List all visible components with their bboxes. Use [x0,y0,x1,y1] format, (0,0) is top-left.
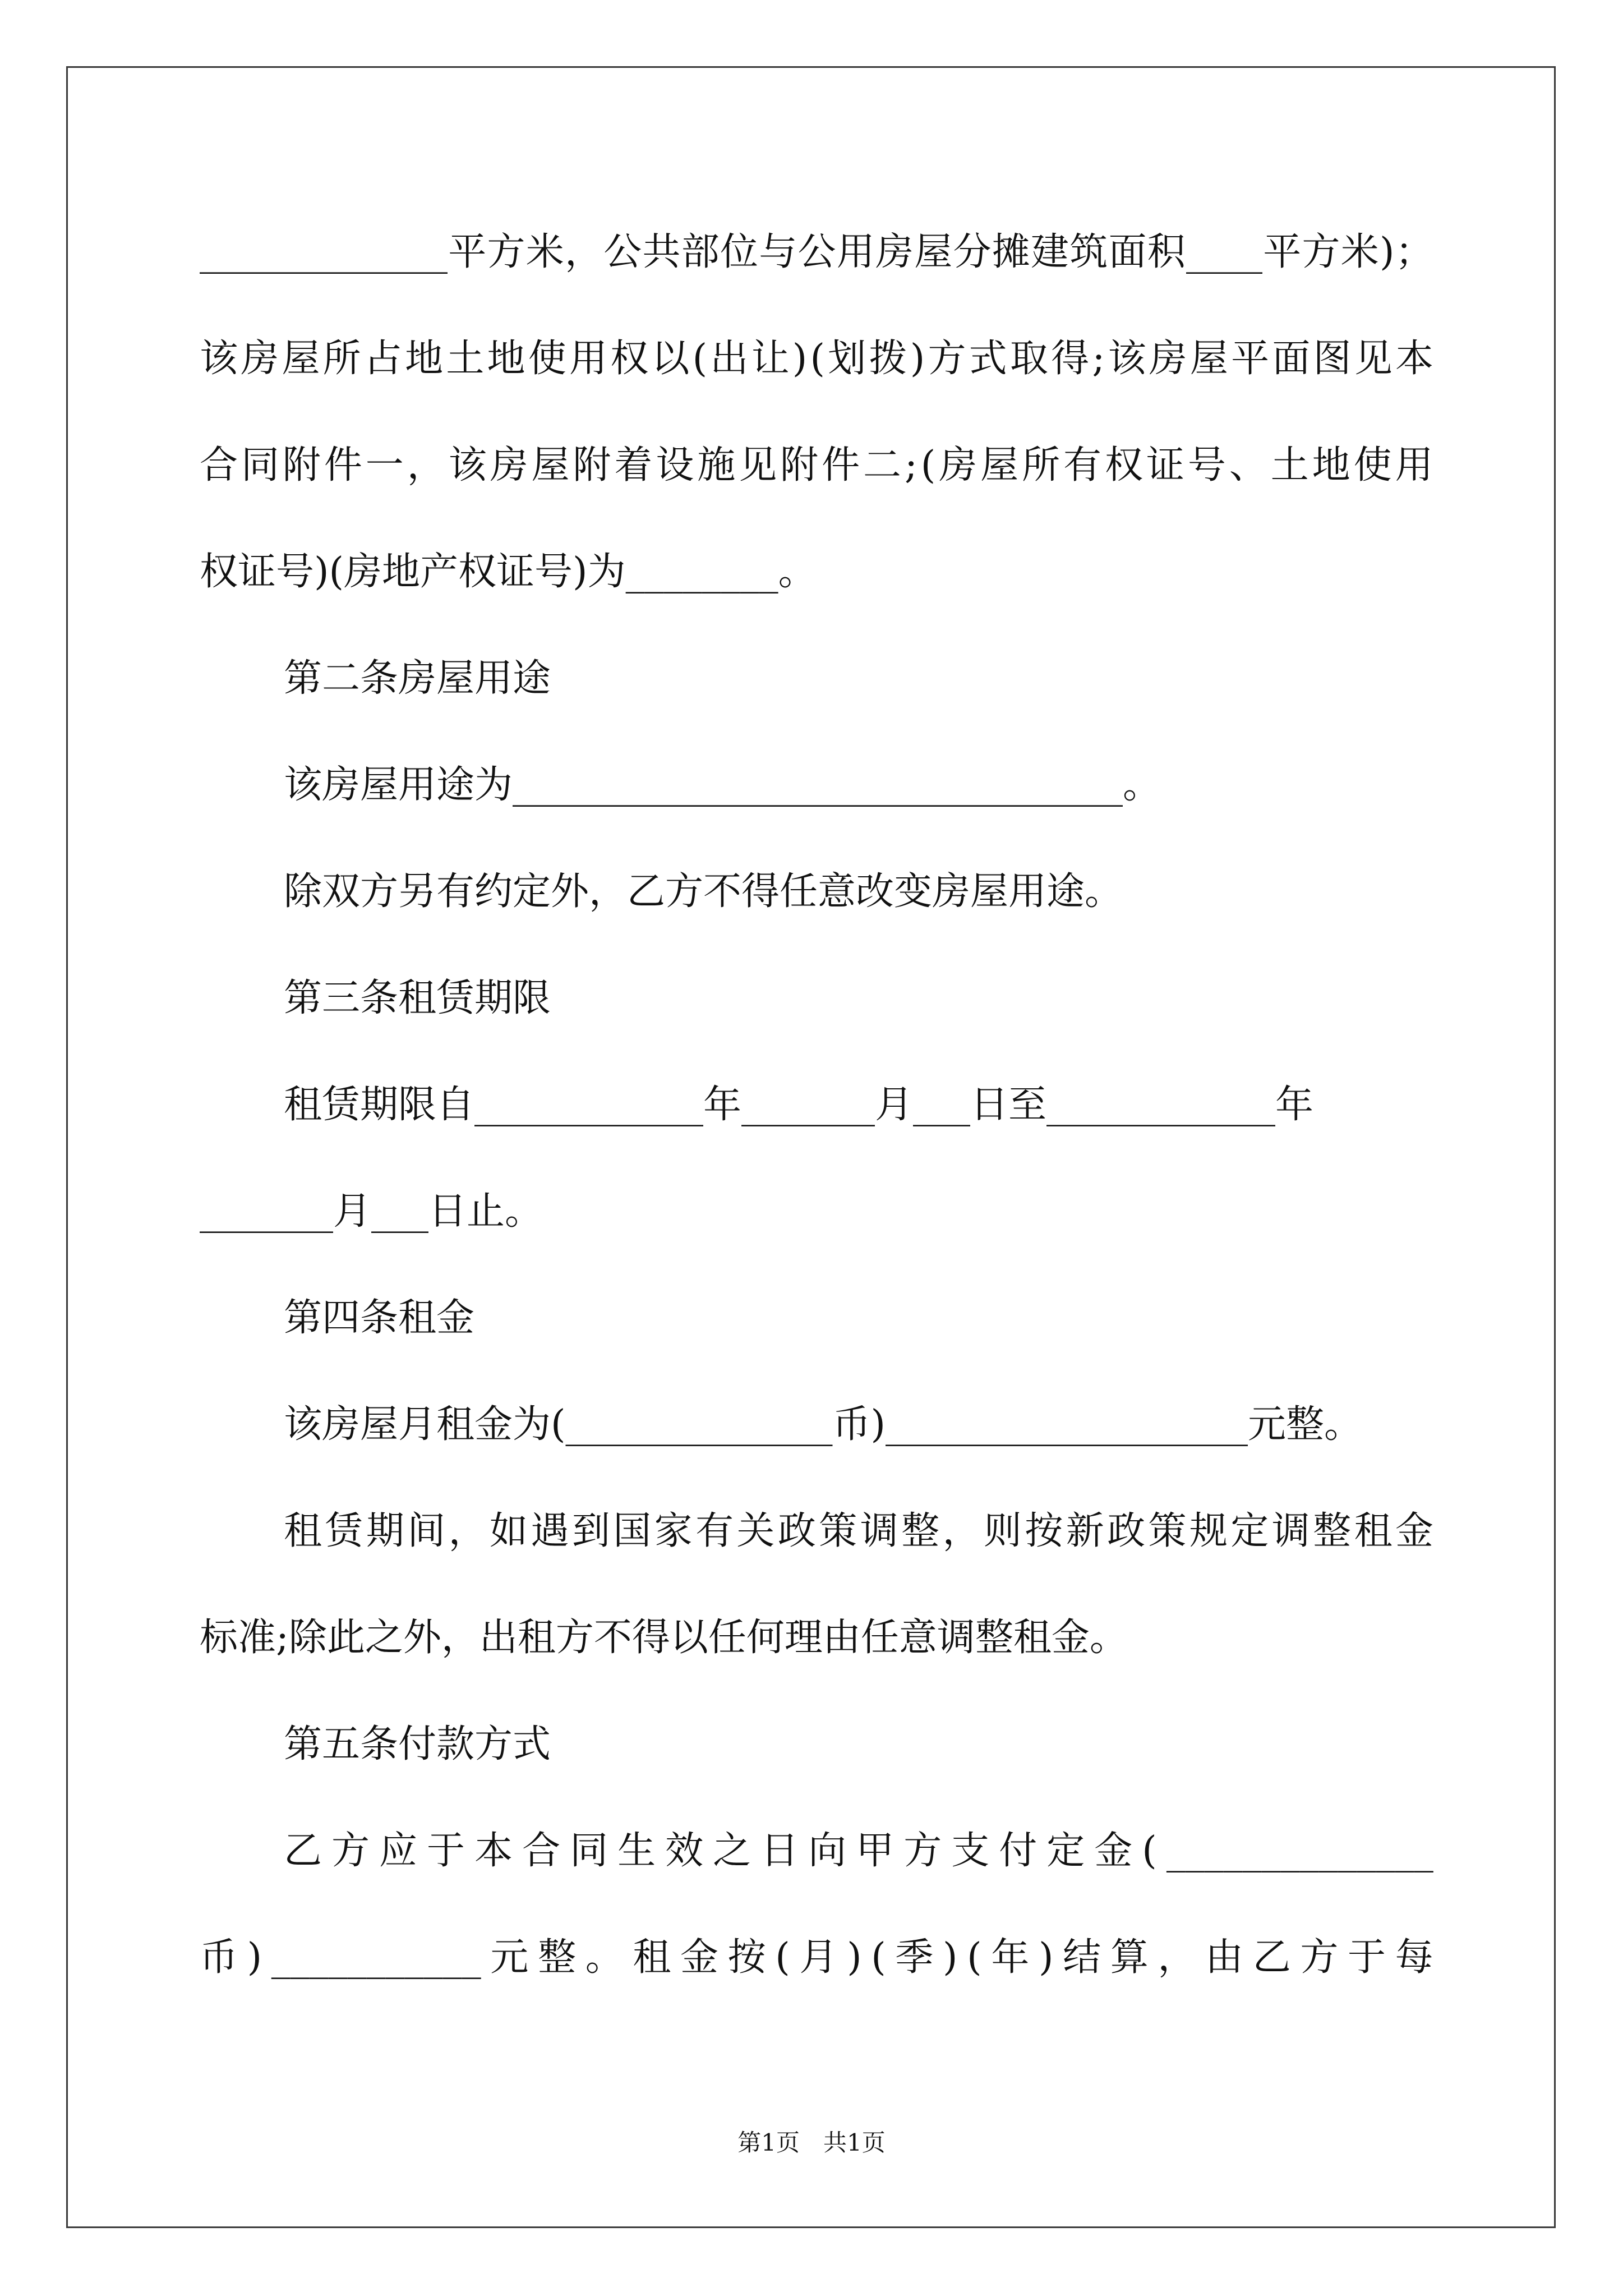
text-char: 土 [1270,443,1309,487]
text-char: 摊 [992,230,1030,274]
text-char: 规 [1189,1509,1228,1553]
text-char: 调 [1271,1509,1310,1553]
text-char: 甲 [856,1829,895,1873]
text-char: ( [871,1935,886,1980]
text-char: 附 [573,443,611,487]
text-char: ) [847,1935,862,1980]
text-char: 间 [407,1509,446,1553]
text-char: 房 [490,443,528,487]
text-line [284,1503,1433,1559]
text-char: 政 [1107,1509,1146,1553]
text-line [284,1823,1433,1879]
text-char: ； [1395,230,1433,274]
text-char: 占 [363,337,402,381]
text-char: ( [920,443,936,487]
section-heading: 第二条房屋用途 [284,656,551,701]
text-char: 月 [799,1935,838,1980]
text-char: 日 [760,1829,799,1873]
text-char: 土 [446,337,485,381]
text-char: 国 [613,1509,652,1553]
text-char: ， [564,230,603,274]
section-heading: 第三条租赁期限 [284,976,551,1020]
text-char: 出 [710,337,749,381]
text-char: 向 [808,1829,847,1873]
text-char: 件 [822,443,860,487]
text-char: 用 [569,337,607,381]
text-char: 策 [1148,1509,1187,1553]
text-char: 共 [642,230,681,274]
text-char: 权 [1104,443,1143,487]
text-char: 合 [200,443,238,487]
text-char: 平 [448,230,487,274]
text-char: 政 [777,1509,816,1553]
text-char: 以 [651,337,690,381]
text-char: 。 [585,1935,624,1980]
text-char: 屋 [282,337,320,381]
text-char: 地 [487,337,525,381]
text-char: 件 [324,443,362,487]
text-char: ( [692,337,708,381]
text-char: 乙 [1252,1935,1291,1980]
text-char: 权 [610,337,649,381]
text-char: 方 [928,337,966,381]
text-char: 房 [1149,337,1187,381]
text-char: ____ [1186,230,1262,274]
text-char: 得 [1051,337,1090,381]
text-char: 使 [1353,443,1392,487]
text-char: 租 [633,1935,671,1980]
text-char: 取 [1009,337,1048,381]
text-char: 生 [617,1829,656,1873]
text-char: 期 [366,1509,404,1553]
text-line: 该房屋月租金为(______________币)___________________元整。 [284,1402,1363,1447]
text-line: 租赁期限自____________年_______月___日至____________年 [284,1083,1314,1127]
text-char: ( [810,337,826,381]
text-char: 筑 [1069,230,1108,274]
text-char: 乙 [284,1829,322,1873]
text-char: 附 [282,443,321,487]
text-char: ) [943,1935,958,1980]
text-line: 该房屋用途为________________________________。 [284,763,1161,807]
section-heading: 第四条租金 [284,1296,475,1340]
text-char: 划 [828,337,866,381]
text-char: 同 [241,443,279,487]
text-char: 关 [736,1509,775,1553]
text-char: 证 [1146,443,1184,487]
text-char: 房 [875,230,914,274]
text-char: 屋 [1189,337,1228,381]
text-char: 式 [969,337,1007,381]
text-line [200,438,1433,494]
text-char: 家 [654,1509,693,1553]
text-char: 公 [603,230,642,274]
text-char: 金 [1094,1829,1133,1873]
text-char: 则 [983,1509,1022,1553]
text-char: ___________ [271,1935,481,1980]
text-char: _____________ [200,230,448,274]
text-char: 地 [405,337,444,381]
text-char: 本 [1395,337,1433,381]
section-heading: 第五条付款方式 [284,1722,551,1766]
text-char: 按 [1025,1509,1063,1553]
text-char: 所 [1022,443,1061,487]
text-line [200,1930,1433,1986]
text-char: 、 [1229,443,1267,487]
text-char: 定 [1046,1829,1085,1873]
text-char: 方 [903,1829,942,1873]
text-char: 公 [797,230,836,274]
page-number: 第1页 共1页 [737,2129,886,2156]
text-char: 如 [490,1509,528,1553]
text-char: 遇 [531,1509,569,1553]
text-char: 该 [200,337,238,381]
text-char: 按 [727,1935,766,1980]
text-char: 与 [759,230,797,274]
text-char: 金 [1395,1509,1433,1553]
text-char: 同 [570,1829,608,1873]
text-char: 元 [490,1935,529,1980]
text-char: 效 [665,1829,704,1873]
text-char: 付 [999,1829,1038,1873]
text-char: 整 [901,1509,940,1553]
text-char: ， [448,1509,487,1553]
text-char: ( [967,1935,982,1980]
text-char: ; [904,443,917,487]
text-char: 年 [991,1935,1030,1980]
text-char: 平 [1263,230,1302,274]
text-char: 有 [695,1509,734,1553]
text-char: ) [247,1935,262,1980]
text-char: 附 [780,443,819,487]
text-char: 二 [863,443,902,487]
text-char: ) [1379,230,1395,274]
text-char: 由 [1205,1935,1244,1980]
text-char: 整 [1313,1509,1352,1553]
text-char: 使 [528,337,566,381]
text-char: 本 [474,1829,513,1873]
text-char: 地 [1312,443,1350,487]
text-char: ) [910,337,925,381]
text-char: 位 [720,230,758,274]
text-char: ， [942,1509,981,1553]
text-line: 权证号)(房地产权证号)为________。 [200,550,817,594]
text-line: 除双方另有约定外，乙方不得任意改变房屋用途。 [284,869,1123,914]
text-char: 该 [448,443,487,487]
text-char: 平 [1231,337,1270,381]
text-char: 赁 [325,1509,363,1553]
text-char: 部 [681,230,720,274]
text-line [200,331,1433,387]
text-char: 见 [739,443,777,487]
text-char: 租 [1354,1509,1393,1553]
text-char: 方 [1300,1935,1339,1980]
text-char: 该 [1108,337,1146,381]
text-char: 调 [860,1509,898,1553]
text-char: 方 [1302,230,1340,274]
text-char: 租 [284,1509,322,1553]
text-line: 标准;除此之外，出租方不得以任何理由任意调整租金。 [200,1616,1128,1660]
text-char: 结 [1063,1935,1101,1980]
text-char: ) [1038,1935,1054,1980]
text-char: 到 [571,1509,610,1553]
text-char: 施 [697,443,736,487]
text-char: 于 [1347,1935,1386,1980]
text-char: 积 [1147,230,1186,274]
text-char: 新 [1066,1509,1104,1553]
text-char: 整 [538,1935,577,1980]
text-char: 房 [939,443,978,487]
text-char: 应 [379,1829,418,1873]
text-char: 图 [1313,337,1352,381]
text-char: 季 [895,1935,934,1980]
text-char: 有 [1063,443,1102,487]
text-char: 着 [614,443,653,487]
text-char: 建 [1030,230,1069,274]
text-char: 于 [427,1829,465,1873]
text-char: 分 [953,230,992,274]
text-char: 屋 [531,443,570,487]
text-char: 屋 [914,230,953,274]
text-char: 拨 [869,337,907,381]
text-char: 所 [322,337,361,381]
text-char: 定 [1230,1509,1269,1553]
text-char: ; [1092,337,1105,381]
text-char: 号 [1187,443,1226,487]
text-char: 用 [836,230,875,274]
text-line: _______月___日止。 [200,1189,543,1234]
text-char: 让 [751,337,790,381]
text-char: 面 [1108,230,1147,274]
text-char: ) [792,337,808,381]
text-char: 策 [819,1509,857,1553]
text-char: 合 [522,1829,561,1873]
page-border [66,66,1556,2228]
text-char: 之 [713,1829,751,1873]
text-char: 屋 [980,443,1019,487]
text-char: 一 [365,443,404,487]
text-char: 每 [1395,1935,1433,1980]
text-char: 面 [1272,337,1311,381]
text-char: 金 [680,1935,718,1980]
text-char: ， [407,443,445,487]
text-char: 算 [1110,1935,1149,1980]
text-char: 币 [200,1935,238,1980]
text-line [200,224,1433,280]
text-char: 用 [1395,443,1433,487]
text-char: ______________ [1166,1829,1433,1873]
text-char: ( [775,1935,790,1980]
text-char: 米 [1340,230,1379,274]
text-char: 方 [331,1829,370,1873]
text-char: 设 [656,443,694,487]
text-char: 方 [487,230,525,274]
text-char: 米 [525,230,564,274]
text-char: 见 [1354,337,1393,381]
text-char: 支 [951,1829,990,1873]
text-char: ， [1158,1935,1196,1980]
text-char: ( [1142,1829,1157,1873]
text-char: 房 [241,337,279,381]
